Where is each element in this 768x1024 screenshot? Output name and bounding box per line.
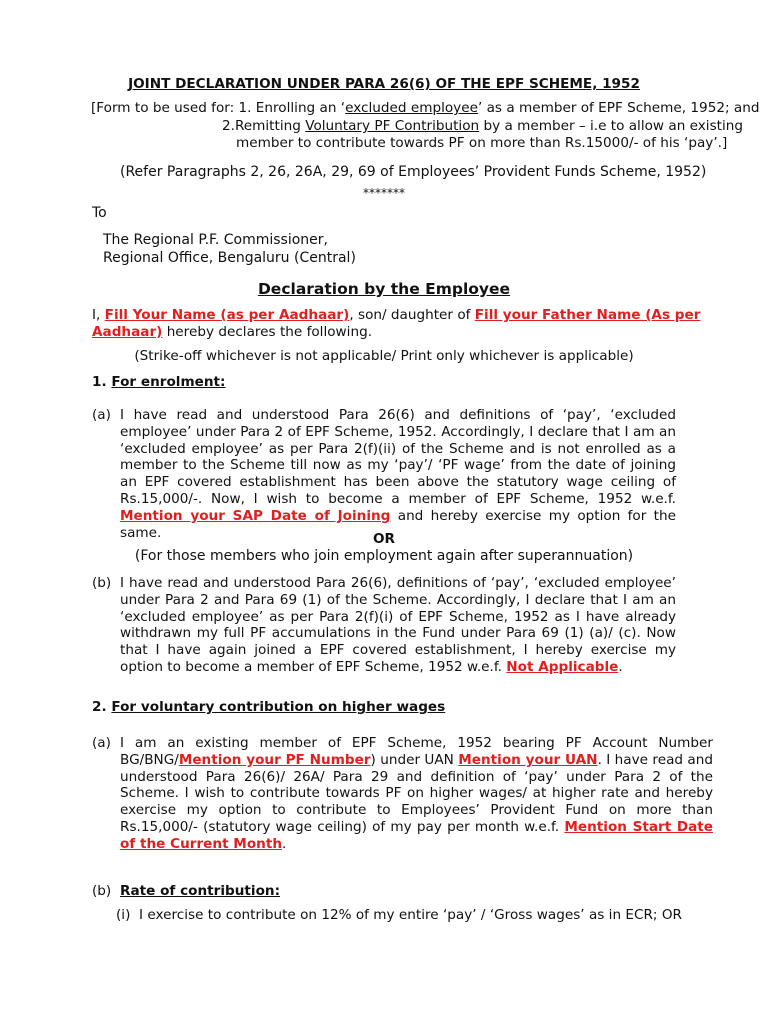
pf-number-field[interactable]: Mention your PF Number <box>178 751 371 768</box>
section-2-heading: 2. For voluntary contribution on higher wages <box>92 699 446 715</box>
item-a-label: (a) <box>92 407 111 423</box>
fill-father-name-field-cont[interactable]: Aadhaar) <box>92 324 163 340</box>
sap-date-field[interactable]: Mention your SAP Date of Joining <box>120 507 391 524</box>
item-b-text: I have read and understood Para 26(6), definitions of ‘pay’, ‘excluded employee’ under Para 2 and Para 69 (1) of the Scheme. Accordingly, I declare that I am an ‘excluded employee’ as per Para 2(f)(i) of EPF Scheme, 1952 as I have already withdrawn my full PF accumulations in the Fund under Para 69 (1) (a)/ (c). Now that I have again joined a EPF covered establishment, I hereby exercise my option to become a member of EPF Scheme, 1952 w.e.f. Not Applicable. <box>120 575 676 675</box>
uan-field[interactable]: Mention your UAN <box>458 751 598 768</box>
fill-father-name-field[interactable]: Fill your Father Name (As per <box>474 307 701 323</box>
or-separator: OR <box>372 531 396 547</box>
address-line-1: The Regional P.F. Commissioner, <box>103 232 328 248</box>
to-label: To <box>92 205 107 221</box>
address-line-2: Regional Office, Bengaluru (Central) <box>103 250 356 266</box>
excluded-employee-term: excluded employee <box>345 100 478 116</box>
item-i-text: I exercise to contribute on 12% of my entire ‘pay’ / ‘Gross wages’ as in ECR; OR <box>139 907 682 923</box>
declaration-heading: Declaration by the Employee <box>257 280 511 298</box>
item-a-text: I have read and understood Para 26(6) and definitions of ‘pay’, ‘excluded employee’ under Para 2 of EPF Scheme, 1952. Accordingly, I declare that I am an ‘excluded employee’ as per Para 2(f)(ii) of the Scheme and is not enrolled as a member to the Scheme till now as my ‘pay’/ ‘PF wage’ from the date of joining an EPF covered establishment has been above the statutory wage ceiling of Rs.15,000/-. Now, I wish to become a member of EPF Scheme, 1952 w.e.f. Mention your SAP Date of Joining and hereby exercise my option for the same. <box>120 407 676 541</box>
item-2a-text: I am an existing member of EPF Scheme, 1952 bearing PF Account Number BG/BNG/Mention your PF Number) under UAN Mention your UAN. I have read and understood Para 26(6)/ 26A/ Para 29 and definition of ‘pay’ under Para 2 of the Scheme. I wish to contribute towards PF on higher wages/ at higher rate and hereby exercise my option to contribute to Employees’ Provident Fund on more than Rs.15,000/- (statutory wage ceiling) of my pay per month w.e.f. Mention Start Date of the Current Month. <box>120 735 714 852</box>
fill-name-field[interactable]: Fill Your Name (as per Aadhaar) <box>104 307 350 323</box>
form-used-line-1: [Form to be used for: 1. Enrolling an ‘excluded employee’ as a member of EPF Scheme, 1952; and <box>91 100 760 116</box>
item-b-label: (b) <box>92 575 112 591</box>
doc-title: JOINT DECLARATION UNDER PARA 26(6) OF THE EPF SCHEME, 1952 <box>128 76 640 92</box>
form-used-line-2: 2.Remitting Voluntary PF Contribution by a member – i.e to allow an existing <box>222 118 744 134</box>
voluntary-pf-term: Voluntary PF Contribution <box>305 118 480 134</box>
declarant-line-2: Aadhaar) hereby declares the following. <box>92 324 373 340</box>
start-date-field[interactable]: Mention Start Date of the Current Month <box>120 818 714 852</box>
separator-stars: ******* <box>363 186 405 200</box>
rate-of-contribution-heading: Rate of contribution: <box>120 883 281 899</box>
item-2a-label: (a) <box>92 735 111 751</box>
strike-off-note: (Strike-off whichever is not applicable/ Print only whichever is applicable) <box>134 348 634 364</box>
form-used-line-3: member to contribute towards PF on more than Rs.15000/- of his ‘pay’.] <box>236 135 728 151</box>
section-1-heading: 1. For enrolment: <box>92 374 226 390</box>
item-2b-label: (b) <box>92 883 112 899</box>
superannuation-note: (For those members who join employment again after superannuation) <box>134 548 634 564</box>
refer-paragraphs: (Refer Paragraphs 2, 26, 26A, 29, 69 of Employees’ Provident Funds Scheme, 1952) <box>120 164 707 180</box>
item-i-label: (i) <box>116 907 131 923</box>
declarant-line-1: I, Fill Your Name (as per Aadhaar), son/ daughter of Fill your Father Name (As per <box>92 307 701 323</box>
not-applicable-field[interactable]: Not Applicable <box>506 658 619 675</box>
